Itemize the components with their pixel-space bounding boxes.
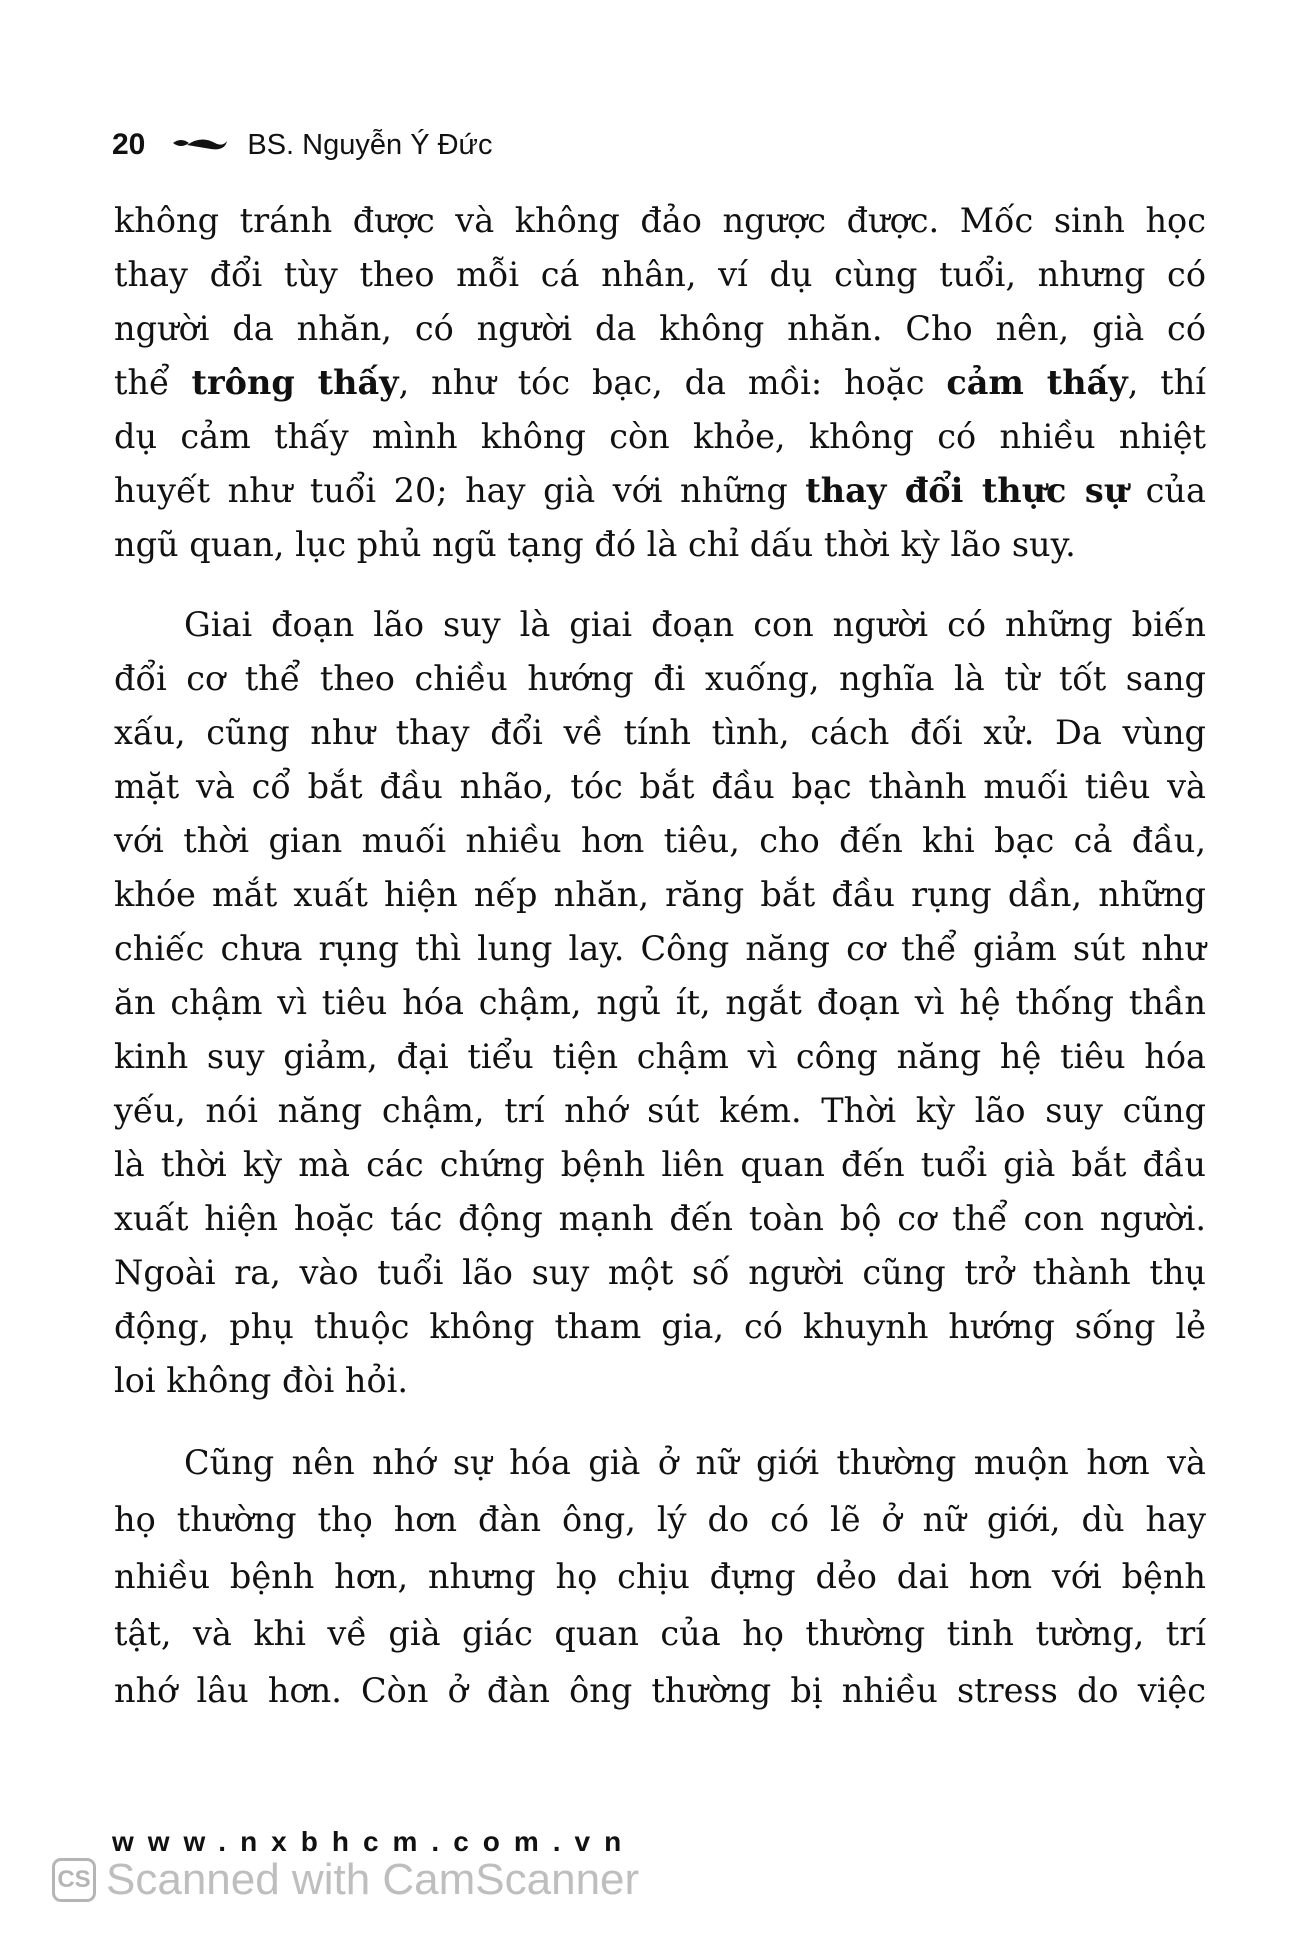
- text-line: thay đổi tùy theo mỗi cá nhân, ví dụ cùng tuổi, nhưng có: [114, 255, 1206, 294]
- text-line: không tránh được và không đảo ngược được. Mốc sinh học: [114, 201, 1206, 240]
- text-line: khóe mắt xuất hiện nếp nhăn, răng bắt đầu rụng dần, những: [114, 875, 1206, 914]
- text-line: [114, 356, 1206, 410]
- emphasis-trong-thay: trông thấy: [191, 363, 399, 402]
- paragraph-3: [114, 1434, 1206, 1719]
- text-line: xuất hiện hoặc tác động mạnh đến toàn bộ cơ thể con người.: [114, 1199, 1206, 1238]
- text-line: mặt và cổ bắt đầu nhão, tóc bắt đầu bạc thành muối tiêu và: [114, 767, 1206, 806]
- paragraph-2: [114, 598, 1206, 1408]
- text-line: nhớ lâu hơn. Còn ở đàn ông thường bị nhiều stress do việc: [114, 1671, 1206, 1710]
- text-line: Ngoài ra, vào tuổi lão suy một số người cũng trở thành thụ: [114, 1253, 1206, 1292]
- ornament-icon: [171, 135, 229, 155]
- text-line: chiếc chưa rụng thì lung lay. Công năng cơ thể giảm sút như: [114, 929, 1206, 968]
- text-line: Giai đoạn lão suy là giai đoạn con người có những biến: [184, 605, 1206, 644]
- text-line: yếu, nói năng chậm, trí nhớ sút kém. Thời kỳ lão suy cũng: [114, 1091, 1206, 1130]
- text-run: của: [1128, 471, 1206, 510]
- text-line: người da nhăn, có người da không nhăn. Cho nên, già có: [114, 309, 1206, 348]
- body-text: [114, 194, 1206, 1719]
- scanner-watermark: [52, 1852, 639, 1908]
- text-line: họ thường thọ hơn đàn ông, lý do có lẽ ở nữ giới, dù hay: [114, 1500, 1206, 1539]
- text-line: tật, và khi về già giác quan của họ thường tinh tường, trí: [114, 1614, 1206, 1653]
- text-line: xấu, cũng như thay đổi về tính tình, cách đối xử. Da vùng: [114, 713, 1206, 752]
- text-line: đổi cơ thể theo chiều hướng đi xuống, nghĩa là từ tốt sang: [114, 659, 1206, 698]
- author-name: BS. Nguyễn Ý Đức: [247, 128, 493, 161]
- text-line: ăn chậm vì tiêu hóa chậm, ngủ ít, ngắt đoạn vì hệ thống thần: [114, 983, 1206, 1022]
- text-line: dụ cảm thấy mình không còn khỏe, không có nhiều nhiệt: [114, 417, 1206, 456]
- text-line: động, phụ thuộc không tham gia, có khuynh hướng sống lẻ: [114, 1307, 1206, 1346]
- text-line: kinh suy giảm, đại tiểu tiện chậm vì công năng hệ tiêu hóa: [114, 1037, 1206, 1076]
- text-run: huyết như tuổi 20; hay già với những: [114, 471, 806, 510]
- emphasis-thay-doi-thuc-su: thay đổi thực sự: [805, 471, 1129, 510]
- text-run: , thí: [1127, 363, 1206, 402]
- text-line: nhiều bệnh hơn, nhưng họ chịu đựng dẻo dai hơn với bệnh: [114, 1557, 1206, 1596]
- publisher-url: www.nxbhcm.com.vn: [112, 1826, 636, 1857]
- text-line: [114, 464, 1206, 518]
- paragraph-1: [114, 194, 1206, 572]
- emphasis-cam-thay: cảm thấy: [946, 363, 1128, 402]
- text-line: ngũ quan, lục phủ ngũ tạng đó là chỉ dấu thời kỳ lão suy.: [114, 525, 1076, 564]
- text-run: , như tóc bạc, da mồi: hoặc: [398, 363, 947, 402]
- running-header: [112, 120, 492, 170]
- text-line: loi không đòi hỏi.: [114, 1361, 409, 1400]
- text-line: với thời gian muối nhiều hơn tiêu, cho đến khi bạc cả đầu,: [114, 821, 1206, 860]
- camscanner-logo-icon: CS: [52, 1858, 96, 1902]
- page-number: 20: [112, 128, 146, 161]
- watermark-text: Scanned with CamScanner: [106, 1855, 640, 1904]
- text-run: thể: [114, 363, 192, 402]
- text-line: Cũng nên nhớ sự hóa già ở nữ giới thường muộn hơn và: [184, 1443, 1206, 1482]
- text-line: là thời kỳ mà các chứng bệnh liên quan đến tuổi già bắt đầu: [114, 1145, 1206, 1184]
